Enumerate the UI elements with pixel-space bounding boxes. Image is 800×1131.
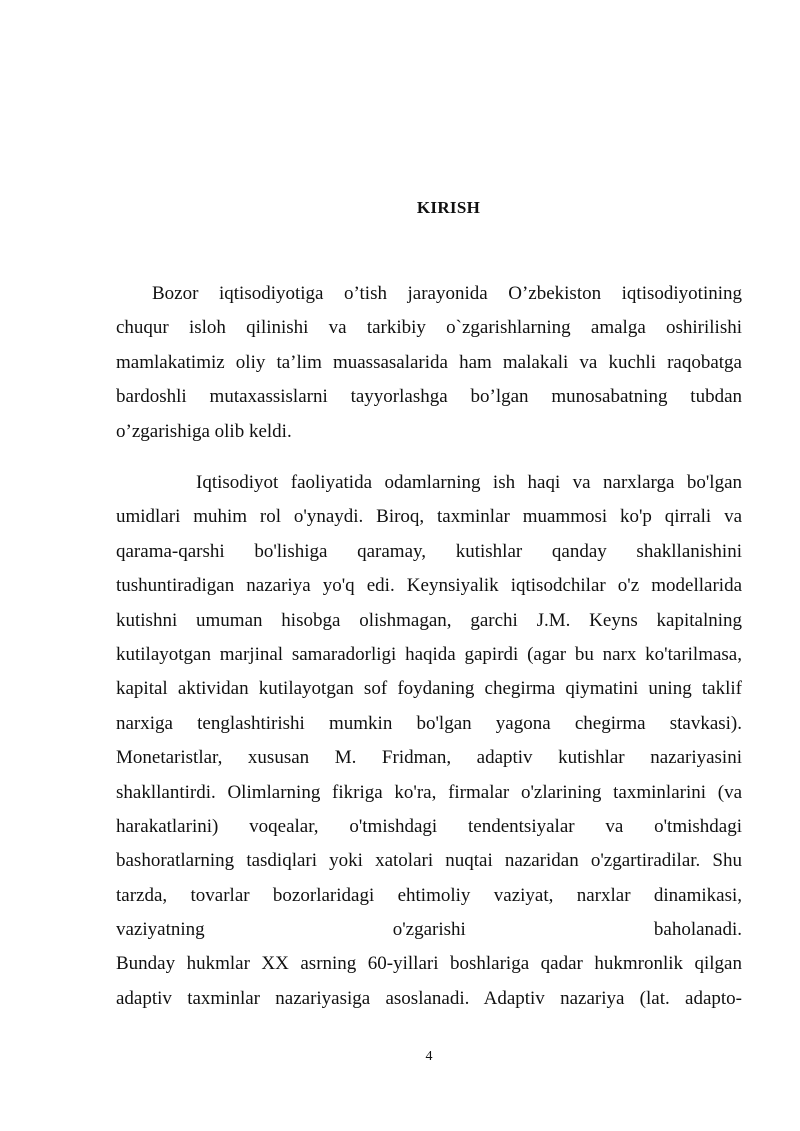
text-line: tushuntiradigan nazariya yo'q edi. Keynsiyalik iqtisodchilar o'z modellarida <box>116 575 742 597</box>
text-line: Bunday hukmlar XX asrning 60-yillari boshlariga qadar hukmronlik qilgan <box>116 953 742 975</box>
text-line: qarama-qarshi bo'lishiga qaramay, kutishlar qanday shakllanishini <box>116 540 742 562</box>
page-number: 4 <box>425 1049 433 1064</box>
section-heading: KIRISH <box>416 198 481 217</box>
text-line: chuqur isloh qilinishi va tarkibiy o`zgarishlarning amalga oshirilishi <box>116 317 742 339</box>
text-line: tarzda, tovarlar bozorlaridagi ehtimoliy vaziyat, narxlar dinamikasi, <box>116 884 742 906</box>
text-line: shakllantirdi. Olimlarning fikriga ko'ra, firmalar o'zlarining taxminlarini (va <box>116 781 742 803</box>
text-line: vaziyatning o'zgarishi baholanadi. <box>116 919 742 941</box>
paragraph-expectations <box>116 466 742 1016</box>
text-line: bardoshli mutaxassislarni tayyorlashga bo’lgan munosabatning tubdan <box>116 386 742 408</box>
text-line: bashoratlarning tasdiqlari yoki xatolari nuqtai nazaridan o'zgartiradilar. Shu <box>116 850 742 872</box>
text-line: o’zgarishiga olib keldi. <box>116 420 292 442</box>
text-line: kapital aktividan kutilayotgan sof foydaning chegirma qiymatini uning taklif <box>116 678 742 700</box>
paragraph-intro <box>116 277 742 449</box>
text-line: kutishni umuman hisobga olishmagan, garchi J.M. Keyns kapitalning <box>116 609 742 631</box>
text-line: umidlari muhim rol o'ynaydi. Biroq, taxminlar muammosi ko'p qirrali va <box>116 506 742 528</box>
text-line: Iqtisodiyot faoliyatida odamlarning ish haqi va narxlarga bo'lgan <box>196 472 742 493</box>
text-line: adaptiv taxminlar nazariyasiga asoslanadi. Adaptiv nazariya (lat. adapto- <box>116 987 742 1009</box>
text-line: kutilayotgan marjinal samaradorligi haqida gapirdi (agar bu narx ko'tarilmasa, <box>116 643 742 665</box>
text-line: mamlakatimiz oliy ta’lim muassasalarida ham malakali va kuchli raqobatga <box>116 351 742 373</box>
text-line: Bozor iqtisodiyotiga o’tish jarayonida O’zbekiston iqtisodiyotining <box>152 283 742 304</box>
text-line: narxiga tenglashtirishi mumkin bo'lgan yagona chegirma stavkasi). <box>116 712 742 734</box>
text-line: Monetaristlar, xususan M. Fridman, adaptiv kutishlar nazariyasini <box>116 747 742 769</box>
text-line: harakatlarini) voqealar, o'tmishdagi tendentsiyalar va o'tmishdagi <box>116 815 742 837</box>
